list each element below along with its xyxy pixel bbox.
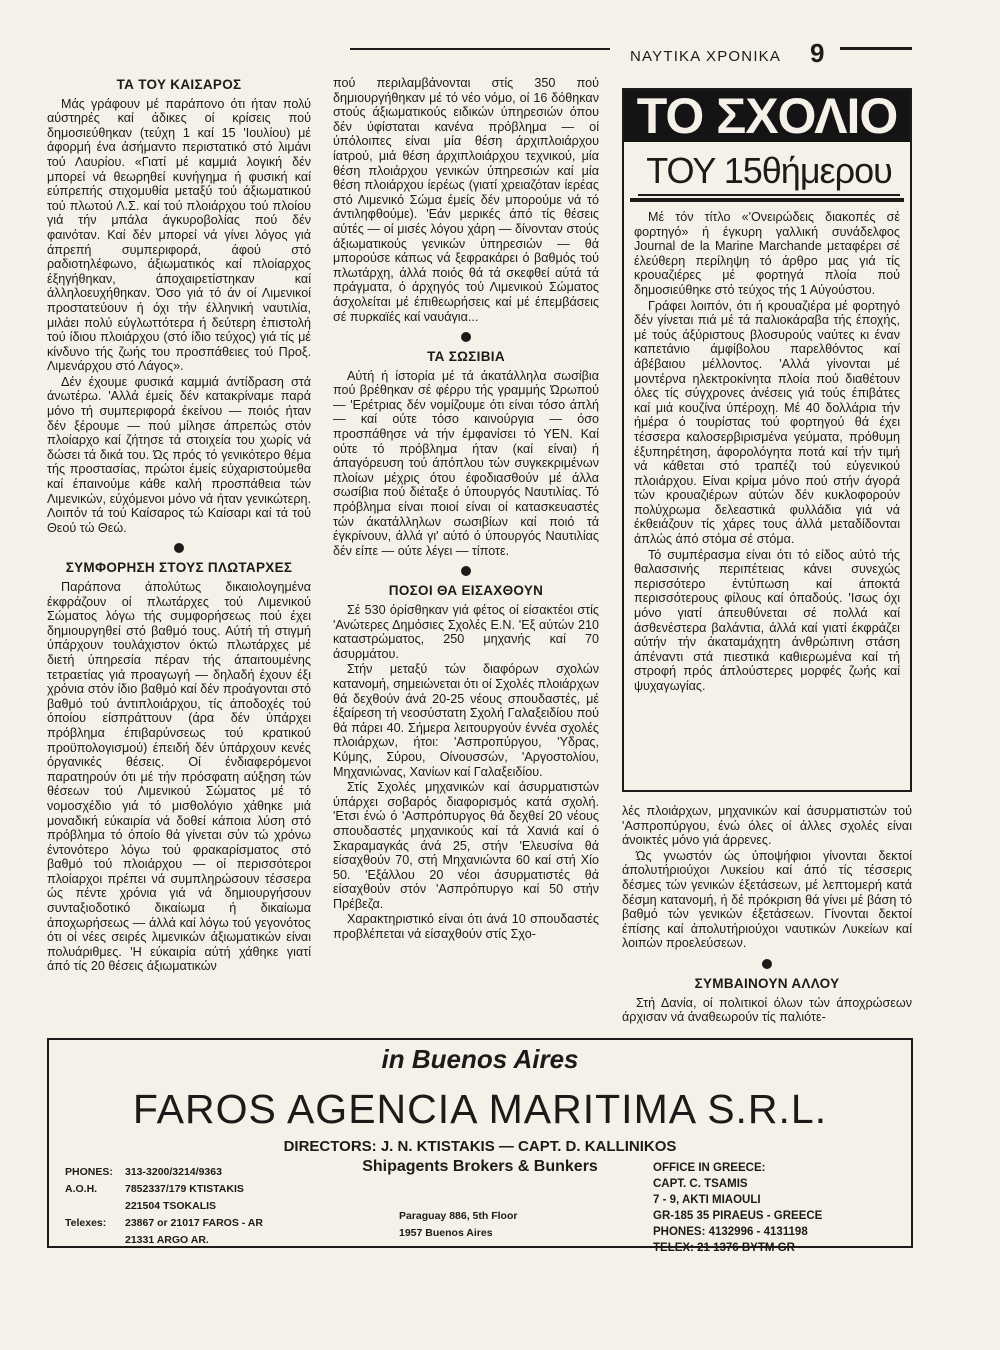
- ad-address: [399, 1208, 517, 1242]
- section-heading: ΣΥΜΦΟΡΗΣΗ ΣΤΟΥΣ ΠΛΩΤΑΡΧΕΣ: [65, 560, 293, 576]
- column-2: [333, 76, 599, 943]
- section-bullet: [762, 959, 772, 969]
- section-heading: ΠΟΣΟΙ ΘΑ ΕΙΣΑΧΘΟΥΝ: [388, 583, 544, 599]
- section-heading: ΣΥΜΒΑΙΝΟΥΝ ΑΛΛΟΥ: [694, 975, 840, 991]
- ad-contacts: [65, 1164, 263, 1249]
- office-telex: TELEX: 21 1376 BYTM GR: [653, 1242, 795, 1254]
- address-line: Paraguay 886, 5th Floor: [399, 1210, 518, 1222]
- phones-label: PHONES:: [65, 1166, 113, 1178]
- aoh-value: 7852337/179 KTISTAKIS: [125, 1183, 244, 1195]
- ad-company-name: FAROS AGENCIA MARITIMA S.R.L.: [132, 1086, 828, 1132]
- paragraph: λές πλοιάρχων, μηχανικών καί άσυρματιστών τού 'Ασπροπύργου, ένώ όλες οί άλλες σχολές είναι άνοικτές μόνο γιά άρρενες.: [622, 804, 912, 848]
- paragraph: Χαρακτηριστικό είναι ότι άνά 10 σπουδαστές προβλέπεται νά είσαχθούν στίς Σχο-: [333, 912, 599, 942]
- paragraph: Στίς Σχολές μηχανικών καί άσυρματιστών ύπάρχει σοβαρός διαφορισμός κατά σχολή. 'Ετσι ένώ ό 'Ασπρόπυργος θά δεχθεί 20 νέους σπουδαστές μηχανικούς καί τά Χανιά καί ό Σκαραμαγκάς άνά 25, στήν 'Ελευσίνα θά είσαχθούν 70, στή Μηχανιώντα 60 καί στή Χίο 50. 'Εξάλλου 20 νέοι άσυρματιστές θά είσαχθούν στόν 'Ασπρόπυργο καί 50 στήν Πρέβεζα.: [333, 780, 599, 911]
- ad-services: Shipagents Brokers & Bunkers: [362, 1158, 598, 1175]
- office-street: 7 - 9, AKTI MIAOULI: [653, 1194, 761, 1206]
- ad-directors: DIRECTORS: J. N. KTISTAKIS — CAPT. D. KALLINIKOS: [283, 1138, 677, 1155]
- column-1: [47, 76, 311, 975]
- paragraph: Μάς γράφουν μέ παράπονο ότι ήταν πολύ αύστηρές καί άδικες οί κρίσεις πού δημοσιεύθηκαν (τεύχη 1 καί 15 'Ιουλίου) μέ άφορμή ένα άσήμαντο περιστατικό στό λιμάνι τού Λαυρίου. «Γιατί μέ καμμιά λογική δέν μπορεί νά θεωρηθεί κυνήγημα ή φυσική καί εύπρεπής στιχομυθία μεταξύ τού άξιωματικού τού πλωτού Λ.Σ. καί τού πλοιάρχου τού πλοίου γιά τήν μπάλα άγκυροβολίας πού δέν φαινόταν. Καί δέν μπορεί νά γίνει λόγος γιά άπρεπή συμπεριφορά, άφού στό ραδιοτηλέφωνο, άξιωματικός καί πλοίαρχος έξηγήθηκαν, άποχαιρετίστηκαν καί άλληλοευχήθηκαν. Όσο γιά τό άν οί Λιμενικοί προστατεύουν ή όχι τήν έλληνική ναυτιλία, μιλάει πολύ εύγλωττότερα ή δεύτερη έπιστολή τού ίδιου πλοιάρχου (στό ίδιο τεύχος) γιά τίς μέ κίνδυνο τής ζωής του προσπάθειες τού Προξ. Λιμενάρχου στό Λάγος».: [47, 96, 311, 374]
- editorial-title: ΤΟ ΣΧΟΛΙΟ: [624, 90, 910, 142]
- section-bullet: [461, 566, 471, 576]
- column-3: [622, 804, 912, 1026]
- office-phones: PHONES: 4132996 - 4131198: [653, 1226, 808, 1238]
- header-rule-left: [350, 48, 610, 50]
- telexes-value-2: 21331 ARGO AR.: [125, 1234, 209, 1246]
- paragraph: Στήν μεταξύ τών διαφόρων σχολών κατανομή, σημειώνεται ότι οί Σχολές πλοιάρχων θά δεχθούν άνά 20-25 νέους σπουδαστές, μέ έξαίρεση τή νεοσύστατη Σχολή Γαλαξειδίου πού θά πάρει 40. Σήμερα λειτουργούν έννέα σχολές πλοιάρχων, ήτοι: 'Ασπροπύργου, 'Υδρας, Κύμης, Σύρου, Οίνουσσών, 'Αργοστολίου, Μηχανιώνας, Χανίων καί Γαλαξειδίου.: [333, 662, 599, 779]
- address-line: 1957 Buenos Aires: [399, 1227, 493, 1239]
- paragraph: Στή Δανία, οί πολιτικοί όλων τών άποχρώσεων άρχισαν νά άναθεωρούν τίς παλιότε-: [622, 995, 912, 1025]
- section-bullet: [174, 543, 184, 553]
- paragraph: Γράφει λοιπόν, ότι ή κρουαζιέρα μέ φορτηγό δέν γίνεται πιά μέ τά παλιοκάραβα τής έποχής, μέ τούς άξύριστους βλοσυρούς ναύτες κι έναν καπετάνιο άμφίβολου παρελθόντος καί άβέβαιου μέλλοντος. 'Αλλά γίνονται μέ μοντέρνα ηλεκτροκίνητα πλοία πού διαθέτουν όλες τίς σύγχρονες άνέσεις γιά τούς έπιβάτες καί μιά κουζίνα ύπέροχη. Μέ 40 δολλάρια τήν ήμέρα ό τουρίστας τού φορτηγού θά έχει τέσσερα καλοσερβιρισμένα γεύματα, πρόθυμη έξυπηρέτηση, άφορολόγητα ποτά καί τήν τιμή νά κάθεται στό τραπέζι τού εύγενικού πλοιάρχου. Είναι κρίμα μόνο πού στήν άγορά τών κρουαζιέρων αύτών δέν κυκλοφορούν πολύχρωμα δελεαστικά φυλλάδια γιά νά έκθειάζουν τίς χάρες τους άλλά μεταδίδονται άπλώς άπό στόμα σέ στόμα.: [634, 298, 900, 547]
- page-number: 9: [810, 38, 825, 68]
- editorial-divider: [630, 198, 904, 202]
- ad-tagline: in Buenos Aires: [381, 1044, 579, 1074]
- telexes-label: Telexes:: [65, 1217, 107, 1229]
- paragraph: Τό συμπέρασμα είναι ότι τό είδος αύτό τής θαλασσινής περιπέτειας κάνει συνεχώς περισσότερο έντύπωση καί άποκτά περισσότερους φίλους καί όπαδούς. 'Ισως όχι μόνο γιατί άπευθύνεται σέ πολλά καί άσθενέστερα βαλάντια, άλλά καί γιατί έκφράζει αύτήν τήν άκαταμάχητη άνθρώπινη στάση άπέναντι στά πιεστικά καθιερωμένα καί τή στροφή πρός άπλούστερες μορφές ζωής καί ψυχαγωγίας.: [634, 547, 900, 693]
- section-heading: ΤΑ ΤΟΥ ΚΑΙΣΑΡΟΣ: [116, 77, 242, 92]
- phones-value: 313-3200/3214/9363: [125, 1166, 222, 1178]
- aoh-label: A.O.H.: [65, 1183, 98, 1195]
- paragraph: Μέ τόν τίτλο «'Ονειρώδεις διακοπές σέ φορτηγό» ή έγκυρη γαλλική συνάδελφος Journal de la Marine Marchande μεταφέρει σέ έλεύθερη περίληψη τό άρθρο μας γιά τίς κρουαζιέρες μέ φορτηγά πλοία πού δημοσιεύθηκε στό τεύχος τής 1 Αύγούστου.: [634, 210, 900, 297]
- office-contact: CAPT. C. TSAMIS: [653, 1178, 748, 1190]
- telexes-value: 23867 or 21017 FAROS - AR: [125, 1217, 263, 1229]
- advertisement: [47, 1038, 913, 1254]
- paragraph: Σέ 530 όρίσθηκαν γιά φέτος οί είσακτέοι στίς 'Ανώτερες Δημόσιες Σχολές Ε.Ν. 'Εξ αύτών 210 καταστρώματος, 250 μηχανής καί 70 άσυρμάτου.: [333, 603, 599, 661]
- office-city: GR-185 35 PIRAEUS - GREECE: [653, 1210, 823, 1222]
- office-title: OFFICE IN GREECE:: [653, 1162, 766, 1174]
- paragraph: Δέν έχουμε φυσικά καμμιά άντίδραση στά άνωτέρω. 'Αλλά έμείς δέν κατακρίναμε παρά μόνο τή συμπεριφορά έκείνου — ποιός ήταν δέν ξέρουμε — πού μίλησε άπρεπώς στόν πλοίαρχο καί ζήτησε τά στοιχεία του χωρίς νά δώσει τά δικά του. Ώς πρός τό γενικότερο θέμα τής προστασίας, πρώτοι έμείς εύχαριστούμεθα καί έπαινούμε κάθε καλή προσπάθεια τών Λιμενικών, εύχόμενοι μόνο νά ήταν γενικώτερη. Λοιπόν τά τού Καίσαρος τώ Καίσαρι καί τά τού Θεού τώ Θεώ.: [47, 374, 311, 535]
- section-heading: ΤΑ ΣΩΣΙΒΙΑ: [427, 349, 505, 365]
- paragraph: Παράπονα άπολύτως δικαιολογημένα έκφράζουν οί πλωτάρχες τού Λιμενικού Σώματος λόγω τής συμφορήσεως πού έχει δημιουργηθεί στό βαθμό τους. Αύτή τή στιγμή ύπάρχουν τουλάχιστον όκτώ πλωτάρχες μέ διετή ύπηρεσία πέραν τής άπαιτουμένης τετραετίας γιά προαγωγή — δηλαδή έχουν έξι χρόνια στόν ίδιο βαθμό καί δέν προάγονται στό βαθμό τού άντιπλοιάρχου, τίς άποδοχές τού όποίου είσπράττουν (άρα δέν ύπάρχει πρόβλημα έπιβαρύνσεως τού κρατικού προϋπολογισμού) έπειδή δέν ύπάρχουν κενές όργανικές θέσεις. Οί ένδιαφερόμενοι παρατηρούν ότι μέ τήν πρόσφατη αύξηση τών θέσεων τού Λιμενικού Σώματος μέ τό νομοσχέδιο γιά τό μισθολόγιο χάθηκε μιά μοναδική εύκαιρία νά δοθεί κάποια λύση στό πρόβλημα τό όποίο θά γίνεται σύν τώ χρόνω έντονότερο λόγω τού φρακαρίσματος στό βαθμό τού πλοιάρχου — οί περισσότεροι πλοίαρχοι πρέπει νά συμπληρώσουν τέσσερα ώς πέντε χρόνια γιά νά δημιουργήσουν συνταξιοδοτικό δικαίωμα ή δικαίωμα άποχωρήσεως — άλλά καί λόγω τού γεγονότος ότι οί νέες σειρές λιμενικών άξιωματικών είναι πολυάριθμες. 'Η εύκαιρία αύτή χάθηκε γιατί άπό τίς 20 θέσεις άξιωματικών: [47, 580, 311, 974]
- section-bullet: [461, 332, 471, 342]
- paragraph: πού περιλαμβάνονται στίς 350 πού δημιουργήθηκαν μέ τό νέο νόμο, οί 16 δόθηκαν στούς άξιωματικούς ειδικών ύπηρεσιών όπου δέν ύφίσταται κανένα πρόβλημα — οί ύπόλοιπες είναι μία θέση άρχιπλοιάρχου ίατρού, μιά θέση άρχιπλοιάρχου τεχνικού, μία θέση πλοιάρχου γενικών ύπηρεσιών καί μία θέση πλοιάρχου ίερέως (γιατί χρειαζόταν ίερέας στό Λιμενικό Σώμα έμείς δέν μπορούμε νά τό άντιληφθούμε). 'Εάν μερικές άπό τίς θέσεις αύτές — οί μισές λόγου χάρη — δίνονταν στούς άξιωματικούς γενικών ύπηρεσιών — θά μπορούσε κάπως νά ξεφρακάρει ό βαθμός τού πλωτάρχη, άλλά ποιός θά τά σκεφθεί αύτά τά πράγματα, ό άρχηγός τού Λιμενικού Σώματος άσχολείται μέ έπιθεωρήσεις καί μέ έπεμβάσεις σέ πυρκαϊές καί ναυάγια...: [333, 76, 599, 324]
- paragraph: Αύτή ή ίστορία μέ τά άκατάλληλα σωσίβια πού βρέθηκαν σέ φέρρυ τής γραμμής Ώρωπού — 'Ερέτριας δέν νομίζουμε ότι είναι τόσο άπλή — καί ούτε τόσο καινούργια — όσο προσπάθησε νά τήν έμφανίσει τό ΥΕΝ. Καί ούτε τό πρόβλημα ήταν (καί είναι) ή άπαγόρευση τού άπόπλου τών συγκεκριμένων πλοίων μέχρις ότου έφοδιασθούν μέ άλλα σωσίβια πού διέταξε ό ύπουργός Ναυτιλίας. Τό πρόβλημα είναι ποιοί είναι οί κατασκευαστές τών άκατάλληλων σωσιβίων καί ποιό τά έγκρίνουν, άλλά γι' αύτό ό ύπουργός Ναυτιλίας δέν είπε — ούτε λέγει — τίποτε.: [333, 368, 599, 558]
- ad-office-greece: [653, 1160, 822, 1256]
- publication-name: ΝΑΥΤΙΚΑ ΧΡΟΝΙΚΑ: [630, 48, 782, 65]
- aoh-value-2: 221504 TSOKALIS: [125, 1200, 217, 1212]
- editorial-body: [634, 210, 900, 695]
- editorial-box: [622, 88, 912, 792]
- editorial-subtitle: ΤΟΥ 15θήμερου: [638, 146, 900, 196]
- header-rule-right: [840, 47, 912, 50]
- paragraph: Ώς γνωστόν ώς ύποψήφιοι γίνονται δεκτοί άπολυτήριούχοι Λυκείου καί άπό τίς τέσσερις δέσμες τών γενικών έξετάσεων, μέ λεπτομερή κατά δέσμη κατανομή, ή δέ πρόκριση θά γίνει μέ βάση τό βαθμό τών γενικών έξετάσεων. Γίνονται δεκτοί έπίσης καί άπολυτήριούχοι ναυτικών Λυκείων καί λοιπών προελεύσεων.: [622, 848, 912, 951]
